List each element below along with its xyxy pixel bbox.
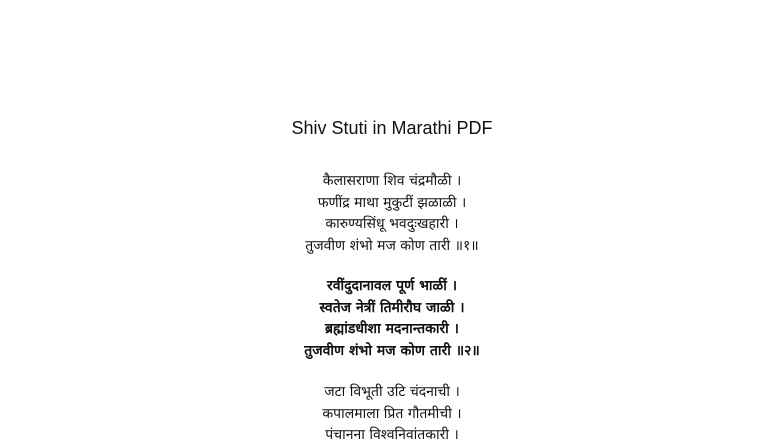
- verse-line: स्वतेज नेत्रीं तिमीरौघ जाळी ।: [319, 299, 465, 316]
- verse-line: तुजवीण शंभो मज कोण तारी ॥१॥: [305, 237, 479, 254]
- verse-line: तुजवीण शंभो मज कोण तारी ॥२॥: [304, 342, 480, 359]
- stanza-2: [0, 276, 784, 362]
- verse-line: फणींद्र माथा मुकुटीं झळाळी ।: [317, 194, 467, 211]
- stanza-3: [0, 382, 784, 441]
- verse-line: कपालमाला प्रित गौतमीची ।: [322, 405, 462, 422]
- verse-line: जटा विभूती उटि चंदनाची ।: [324, 384, 460, 400]
- verse-line: कैलासराणा शिव चंद्रमौळी ।: [322, 173, 462, 189]
- verse-line: ब्रह्मांडधीशा मदनान्तकारी ।: [325, 321, 459, 337]
- verse-line: रवींदुदानावल पूर्ण भाळीं ।: [326, 278, 458, 294]
- document-title: Shiv Stuti in Marathi PDF: [291, 118, 493, 138]
- stanza-1: [0, 171, 784, 257]
- verse-line: पंचानना विश्वनिवांतकारी ।: [325, 427, 459, 441]
- verse-line: कारुण्यसिंधू भवदुःखहारी ।: [325, 216, 459, 232]
